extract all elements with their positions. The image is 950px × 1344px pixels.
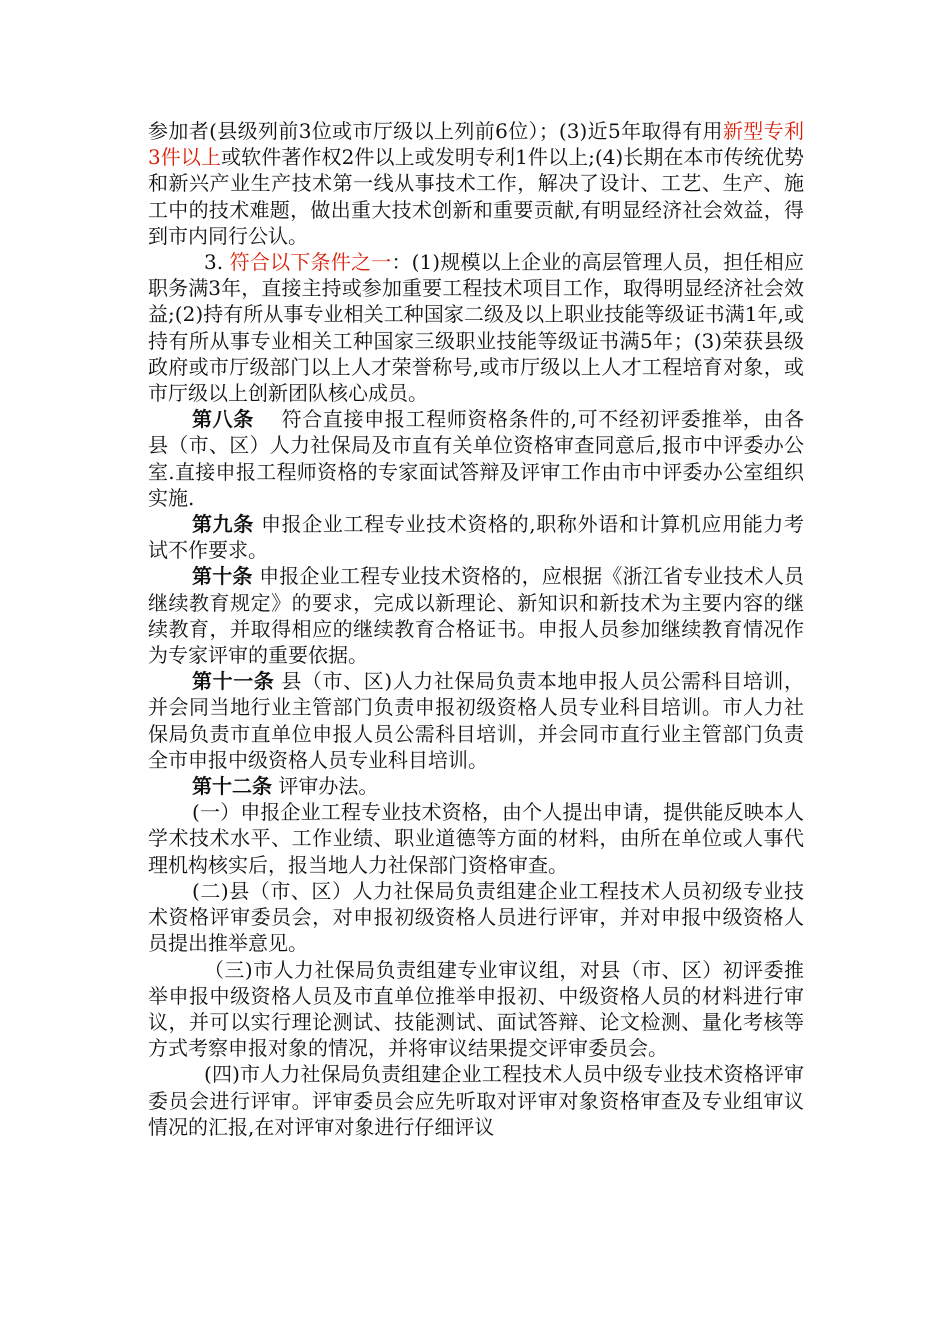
article-heading: 第十二条	[192, 774, 272, 799]
article-11: 第十一条 县（市、区)人力社保局负责本地申报人员公需科目培训，并会同当地行业主管部门负责申报初级资格人员专业科目培训。市人力社保局负责市直单位申报人员公需科目培训，并会同市直行业主管部门负责全市申报中级资格人员专业科目培训。	[148, 669, 805, 772]
highlighted-text: 新型专利3件以上	[148, 119, 805, 170]
article-12-item-4: (四)市人力社保局负责组建企业工程技术人员中级专业技术资格评审委员会进行评审。评审委员会应先听取对评审对象资格审查及专业组审议情况的汇报,在对评审对象进行仔细评议	[148, 1062, 804, 1139]
highlighted-text: 符合以下条件之一	[229, 250, 392, 275]
article-12-item-3: （三)市人力社保局负责组建专业审议组，对县（市、区）初评委推举申报中级资格人员及市直单位推举申报初、中级资格人员的材料进行审议，并可以实行理论测试、技能测试、面试答辩、论文检测、量化考核等方式考察申报对象的情况，并将审议结果提交评审委员会。	[148, 957, 804, 1061]
article-12: 第十二条 评审办法。	[192, 774, 379, 799]
article-12-item-2: (二)县（市、区）人力社保局负责组建企业工程技术人员初级专业技术资格评审委员会，对申报初级资格人员进行评审，并对申报中级资格人员提出推举意见。	[148, 878, 804, 956]
article-12-item-1: (一）申报企业工程专业技术资格，由个人提出申请，提供能反映本人学术技术水平、工作业绩、职业道德等方面的材料，由所在单位或人事代理机构核实后，报当地人力社保部门资格审查。	[148, 800, 804, 877]
document-body	[148, 118, 804, 1140]
article-heading: 第十条	[192, 564, 253, 589]
article-8: 第八条 符合直接申报工程师资格条件的,可不经初评委推举，由各县（市、区）人力社保局及市直有关单位资格审查同意后,报市中评委办公室.直接申报工程师资格的专家面试答辩及评审工作由市中评委办公室组织实施.	[148, 407, 805, 510]
article-heading: 第十一条	[192, 669, 275, 694]
article-9: 第九条 申报企业工程专业技术资格的,职称外语和计算机应用能力考试不作要求。	[148, 512, 805, 563]
paragraph-criteria-3: 3. 符合以下条件之一：(1)规模以上企业的高层管理人员，担任相应职务满3年，直接主持或参加重要工程技术项目工作，取得明显经济社会效益;(2)持有所从事专业相关工种国家二级及以上职业技能等级证书满1年,或持有所从事专业相关工种国家三级职业技能等级证书满5年；(3)荣获县级政府或市厅级部门以上人才荣誉称号,或市厅级以上人才工程培育对象，或市厅级以上创新团队核心成员。	[148, 250, 804, 406]
article-heading: 第八条	[192, 407, 254, 432]
article-heading: 第九条	[192, 512, 254, 537]
article-10: 第十条 申报企业工程专业技术资格的，应根据《浙江省专业技术人员继续教育规定》的要求，完成以新理论、新知识和新技术为主要内容的继续教育，并取得相应的继续教育合格证书。申报人员参加继续教育情况作为专家评审的重要依据。	[148, 564, 805, 668]
paragraph-criteria-2-continued: 参加者(县级列前3位或市厅级以上列前6位）；(3)近5年取得有用新型专利3件以上或软件著作权2件以上或发明专利1件以上;(4)长期在本市传统优势和新兴产业生产技术第一线从事技术工作，解决了设计、工艺、生产、施工中的技术难题，做出重大技术创新和重要贡献,有明显经济社会效益，得到市内同行公认。	[148, 119, 805, 248]
